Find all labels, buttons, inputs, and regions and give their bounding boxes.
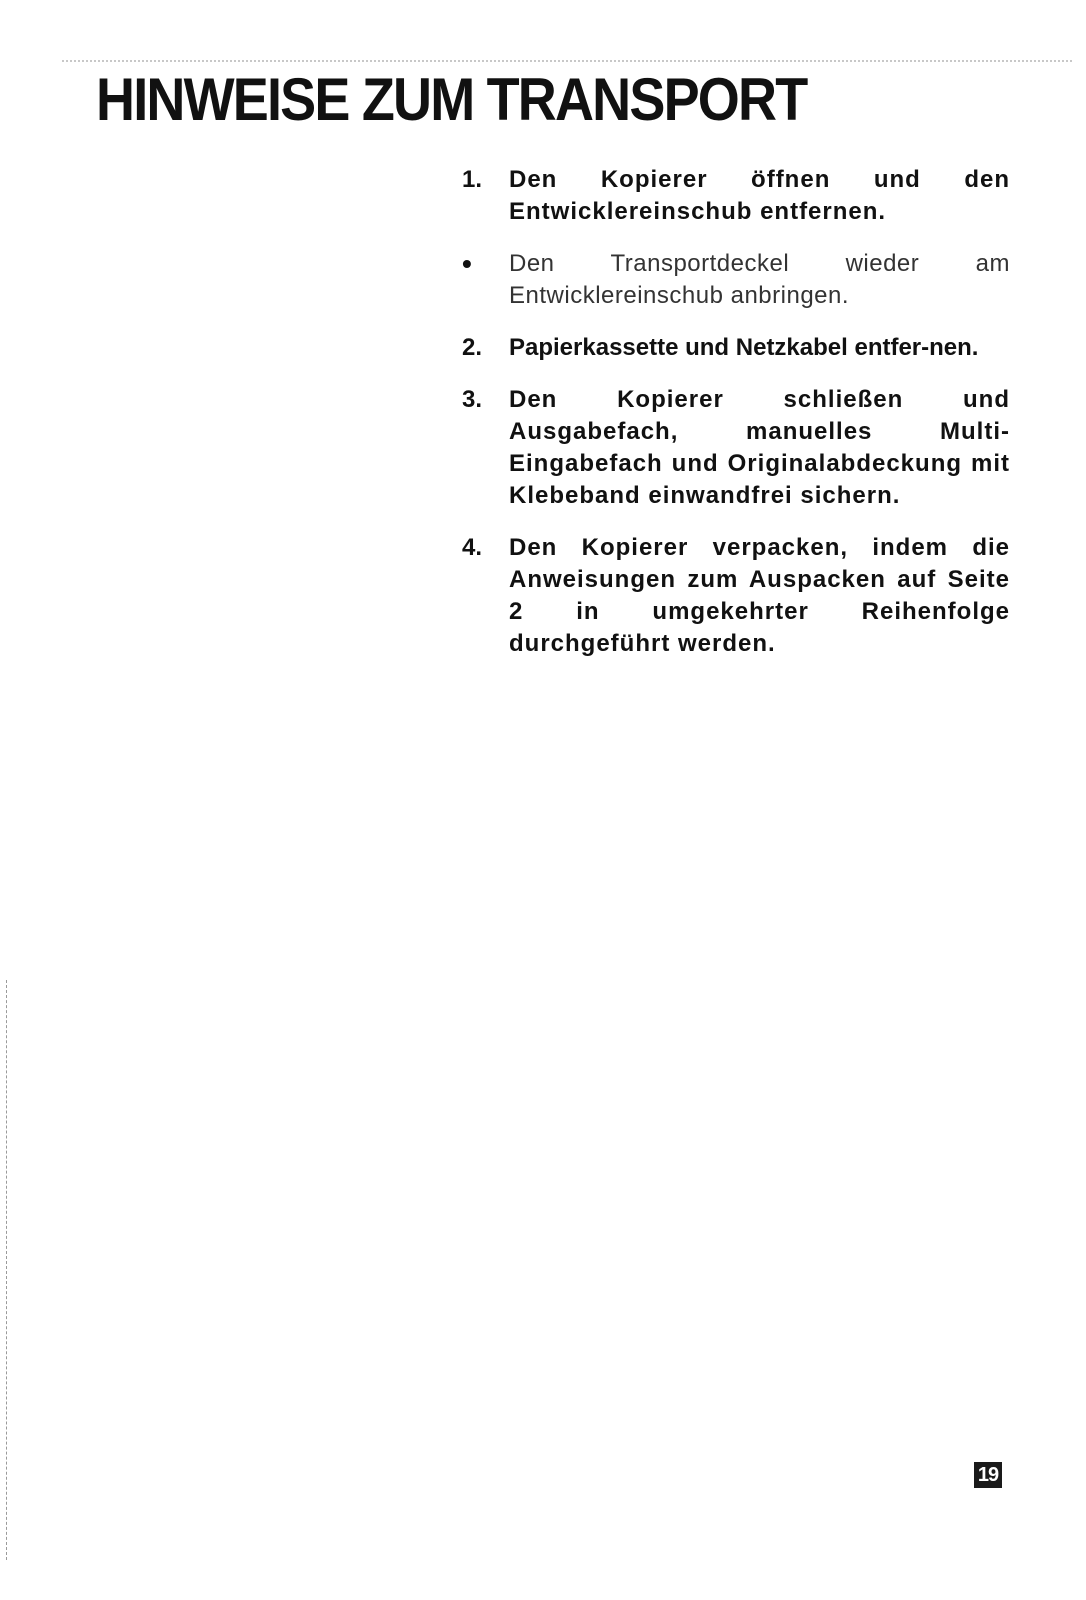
transport-steps-list: [462, 164, 1010, 680]
step-number: 2.: [462, 334, 483, 361]
step-text: Den Kopierer öffnen und den Entwicklereinschub entfernen.: [509, 166, 1010, 225]
step-text: Den Kopierer verpacken, indem die Anweisungen zum Auspacken auf Seite 2 in umgekehrter Reihenfolge durchgeführt werden.: [509, 534, 1010, 657]
step-number: 3.: [462, 386, 483, 413]
step-text: Papierkassette und Netzkabel entfer-nen.: [509, 334, 979, 361]
step-4: [462, 532, 1010, 660]
step-1: [462, 164, 1010, 228]
step-2: [462, 332, 1010, 364]
bullet-icon: •: [462, 248, 472, 279]
page-number-badge: 19: [974, 1462, 1002, 1488]
step-text: Den Kopierer schließen und Ausgabefach, manuelles Multi-Eingabefach und Originalabdeckung mit Klebeband einwandfrei sichern.: [509, 386, 1010, 509]
step-3: [462, 384, 1010, 512]
left-margin-rule: [6, 980, 7, 1560]
note-text: Den Transportdeckel wieder am Entwicklereinschub anbringen.: [509, 250, 1010, 309]
page-title: HINWEISE ZUM TRANSPORT: [96, 66, 807, 133]
step-number: 1.: [462, 166, 483, 193]
step-note-bullet: [462, 248, 1010, 312]
top-dotted-rule: [62, 60, 1072, 62]
step-number: 4.: [462, 534, 483, 561]
